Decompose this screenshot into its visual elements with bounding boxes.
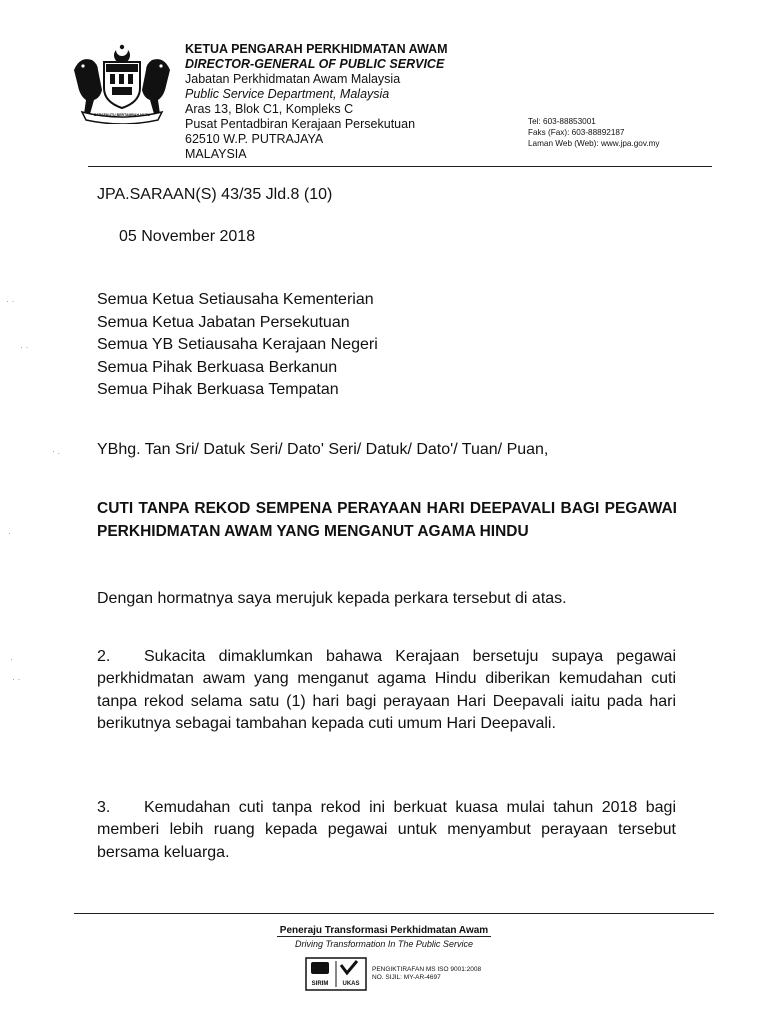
org-name-english: DIRECTOR-GENERAL OF PUBLIC SERVICE — [185, 57, 445, 71]
subject-heading: CUTI TANPA REKOD SEMPENA PERAYAAN HARI DEEPAVALI BAGI PEGAWAI PERKHIDMATAN AWAM YANG MENGANUT AGAMA HINDU — [97, 500, 677, 540]
recipient-item: Semua Ketua Jabatan Persekutuan — [97, 313, 350, 331]
intro-paragraph: Dengan hormatnya saya merujuk kepada perkara tersebut di atas. — [97, 590, 567, 607]
footer-tagline-english: Driving Transformation In The Public Service — [295, 939, 473, 949]
ukas-label: UKAS — [342, 981, 360, 987]
paragraph-number: 3. — [97, 799, 111, 816]
letter-date: 05 November 2018 — [119, 228, 256, 245]
certification-logo-icon — [305, 957, 367, 991]
paragraph-text: Kemudahan cuti tanpa rekod ini berkuat kuasa mulai tahun 2018 bagi memberi lebih ruang kepada pegawai untuk menyambut perayaan tersebut bersama keluarga. — [97, 799, 676, 861]
paragraph-number: 2. — [97, 648, 111, 665]
letterhead — [185, 42, 448, 162]
contact-fax: Faks (Fax): 603-88892187 — [528, 128, 625, 137]
recipient-item: Semua Ketua Setiausaha Kementerian — [97, 291, 374, 308]
address-line: MALAYSIA — [185, 147, 247, 161]
cert-line: PENGIKTIRAFAN MS ISO 9001:2008 — [372, 966, 482, 973]
address-line: 62510 W.P. PUTRAJAYA — [185, 132, 324, 146]
footer-divider — [74, 913, 714, 914]
reference-number: JPA.SARAAN(S) 43/35 Jld.8 (10) — [97, 186, 333, 203]
contact-web: Laman Web (Web): www.jpa.gov.my — [528, 139, 660, 148]
recipient-item: Semua Pihak Berkuasa Berkanun — [97, 358, 338, 376]
paragraph-3 — [97, 797, 676, 864]
address-line: Pusat Pentadbiran Kerajaan Persekutuan — [185, 117, 416, 131]
address-line: Aras 13, Blok C1, Kompleks C — [185, 102, 354, 116]
header-divider — [88, 166, 712, 167]
department-english: Public Service Department, Malaysia — [185, 87, 390, 101]
contact-tel: Tel: 603-88853001 — [528, 117, 596, 126]
recipient-item: Semua YB Setiausaha Kerajaan Negeri — [97, 336, 378, 353]
paragraph-text: Sukacita dimaklumkan bahawa Kerajaan bersetuju supaya pegawai perkhidmatan awam yang menganut agama Hindu diberikan kemudahan cuti tanpa rekod selama satu (1) hari bagi perayaan Hari Deepavali iaitu pada hari berikutnya sebagai tambahan kepada cuti umum Hari Deepavali. — [97, 648, 676, 732]
contact-block — [528, 116, 660, 149]
salutation: YBhg. Tan Sri/ Datuk Seri/ Dato' Seri/ Datuk/ Dato'/ Tuan/ Puan, — [97, 441, 549, 458]
org-name-malay: KETUA PENGARAH PERKHIDMATAN AWAM — [185, 42, 448, 56]
recipient-item: Semua Pihak Berkuasa Tempatan — [97, 381, 339, 398]
certification-text — [372, 966, 481, 982]
sirim-label: SIRIM — [311, 981, 329, 987]
paragraph-2 — [97, 646, 676, 735]
department-malay: Jabatan Perkhidmatan Awam Malaysia — [185, 72, 401, 86]
crest-motto: BERSEKUTU BERTAMBAH MUTU — [93, 113, 151, 117]
footer-tagline-malay: Peneraju Transformasi Perkhidmatan Awam — [0, 925, 768, 936]
recipient-list — [97, 289, 378, 402]
coat-of-arms-icon — [66, 40, 178, 124]
cert-line: NO. SIJIL: MY-AR-4697 — [372, 974, 441, 981]
